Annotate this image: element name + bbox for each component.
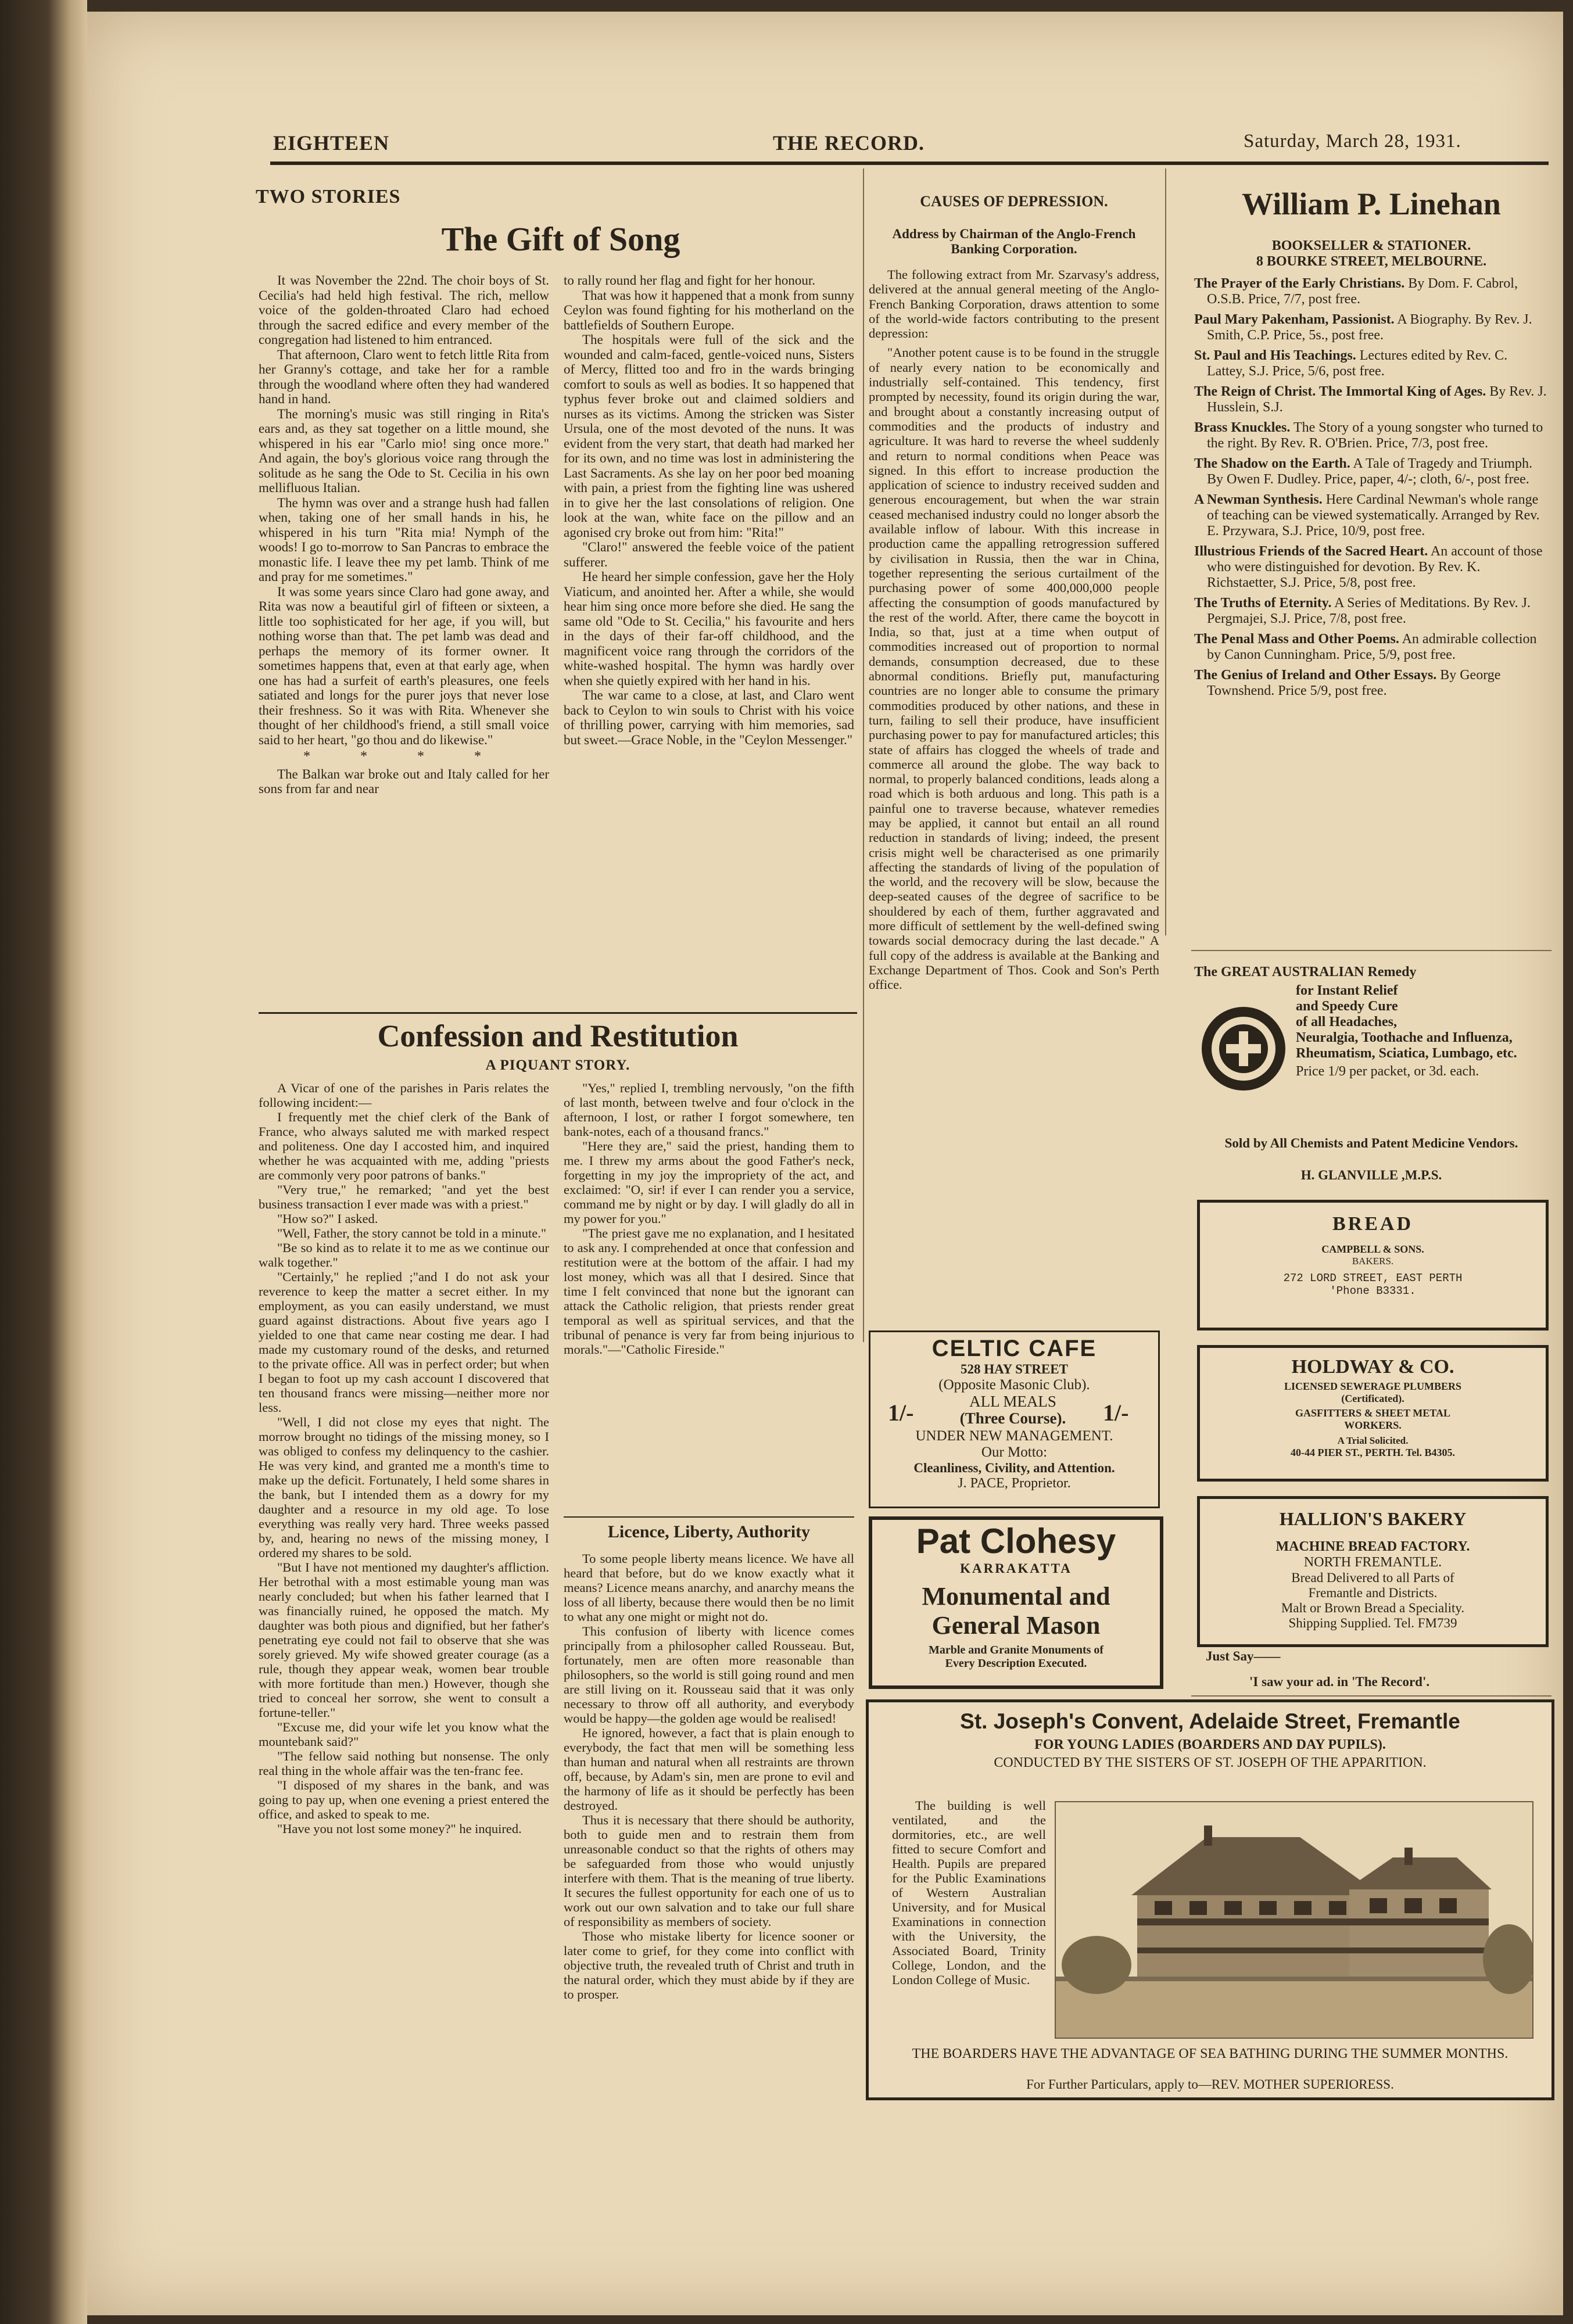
section-rule (1191, 950, 1551, 951)
book-item: St. Paul and His Teachings. Lectures edited by Rev. C. Lattey, S.J. Price, 5/6, post free. (1194, 348, 1508, 379)
remedy-line: for Instant Relief (1296, 983, 1398, 998)
paragraph: "How so?" I asked. (277, 1211, 378, 1226)
hallion-line-6: Shipping Supplied. Tel. FM739 (1288, 1616, 1457, 1630)
remedy-line: Rheumatism, Sciatica, Lumbago, etc. (1296, 1046, 1517, 1061)
convent-sub: FOR YOUNG LADIES (BOARDERS AND DAY PUPILS). (1034, 1737, 1386, 1752)
holdway-line-5: A Trial Solicited. (1337, 1435, 1409, 1446)
book-item: The Reign of Christ. The Immortal King of Ages. By Rev. J. Husslein, S.J. (1194, 384, 1547, 415)
price-right: 1/- (1103, 1400, 1129, 1426)
depression-body (869, 267, 1159, 992)
remedy-head: The GREAT AUSTRALIAN Remedy (1194, 964, 1417, 980)
linehan-trade (1191, 238, 1551, 270)
book-item: The Penal Mass and Other Poems. An admirable collection by Canon Cunningham. Price, 5/9, post free. (1194, 632, 1537, 662)
depression-title: CAUSES OF DEPRESSION. (920, 193, 1108, 210)
paragraph: A Vicar of one of the parishes in Paris relates the following incident:— (259, 1081, 549, 1110)
convent-title: St. Joseph's Convent, Adelaide Street, Fremantle (960, 1709, 1460, 1733)
paragraph: The morning's music was still ringing in Rita's ears and, as they sat together on a little mound, she whispered in his ear "Carlo mio! sing once more." And again, the boy's glorious voice rang through the solitude as he sang the Ode to St. Cecilia in his own mellifluous Italian. (259, 406, 549, 495)
holdway-ad (1197, 1345, 1549, 1482)
convent-body: The building is well ventilated, and the dormitories, etc., are well fitted to secure Comfort and Health. Pupils are prepared for the Public Examinations of Western Australian University, and for Musical Examinations in connection with the University, the Associated Board, Trinity College, London, and the London College of Music. (892, 1798, 1046, 1987)
paragraph: "Yes," replied I, trembling nervously, "on the fifth of last month, between twelve and four o'clock in the afternoon, I lost, or rather I forgot somewhere, ten bank-notes, each of a thousand francs." (564, 1081, 854, 1139)
paragraph: "Well, I did not close my eyes that night. The morrow brought no tidings of the missing money, so I was obliged to confess my delinquency to the cashier. He was very kind, and granted me a month's time to make up the deficit. Fortunately, I held some shares in the bank, but I intended them as a dowry for my daughter and a resource in my old age. To lose everything was really very hard. Three weeks passed by, and, hearing no news of the missing money, I ordered my shares to be sold. (259, 1415, 549, 1560)
confession-subtitle: A PIQUANT STORY. (485, 1057, 630, 1073)
paragraph: This confusion of liberty with licence comes principally from a philosopher called Rousseau. But, fortunately, men are often more reasonable than philosophers, so the world is still going round and men are still living on it. Rousseau said that it was only necessary to throw off all authority, and everybody would be happy—the golden age would be realised! (564, 1624, 854, 1726)
hallion-line-4: Fremantle and Districts. (1308, 1586, 1438, 1600)
paragraph: "Very true," he remarked; "and yet the best business transaction I ever made was with a priest." (259, 1182, 549, 1211)
paragraph: It was November the 22nd. The choir boys of St. Cecilia's had held high festival. The rich, mellow voice of the golden-throated Claro had echoed through the sacred edifice and every member of the congregation had listened to him entranced. (259, 273, 549, 347)
confession-column-2 (564, 1081, 854, 1357)
mason-name: Pat Clohesy (916, 1522, 1116, 1561)
convent-building-photo (1055, 1801, 1533, 2039)
bread-title: BREAD (1332, 1213, 1414, 1235)
book-item: The Shadow on the Earth. A Tale of Tragedy and Triumph. By Owen F. Dudley. Price, paper, 4/-; cloth, 6/-, post free. (1194, 456, 1532, 487)
paper-name: THE RECORD. (773, 131, 925, 155)
linehan-line-1: BOOKSELLER & STATIONER. (1271, 238, 1471, 253)
stories-kicker: TWO STORIES (256, 186, 401, 207)
paragraph: I frequently met the chief clerk of the Bank of France, who always saluted me with marked respect and politeness. One day I accosted him, and inquired whether he was acquainted with me, adding "priests are commonly very poor patrons of banks." (259, 1110, 549, 1182)
page-number: EIGHTEEN (273, 131, 390, 155)
hallion-line-2: NORTH FREMANTLE. (1303, 1555, 1442, 1570)
gift-column-2 (564, 273, 854, 747)
cafe-opposite: (Opposite Masonic Club). (938, 1377, 1090, 1393)
meals-course: (Three Course). (959, 1410, 1066, 1427)
convent-ad (866, 1699, 1554, 2100)
mason-place: KARRAKATTA (960, 1561, 1072, 1576)
mason-line-4: Every Description Executed. (945, 1657, 1087, 1670)
just-say-1: Just Say—— (1206, 1649, 1281, 1663)
book-item: The Prayer of the Early Christians. By Dom. F. Cabrol, O.S.B. Price, 7/7, post free. (1194, 276, 1518, 307)
hallion-line-5: Malt or Brown Bread a Speciality. (1281, 1601, 1465, 1615)
bread-line-1: CAMPBELL & SONS. (1321, 1243, 1424, 1255)
hallion-line-3: Bread Delivered to all Parts of (1291, 1570, 1454, 1585)
paragraph: "I disposed of my shares in the bank, and was going to pay up, when one evening a priest entered the office, and asked to speak to me. (259, 1778, 549, 1821)
remedy-seal-icon (1200, 1005, 1287, 1092)
paragraph: Those who mistake liberty for licence sooner or later come to grief, for they come into conflict with objective truth, the revealed truth of Christ and truth in the natural order, which they must abide by if they are to prosper. (564, 1929, 854, 2002)
convent-contact: For Further Particulars, apply to—REV. MOTHER SUPERIORESS. (1026, 2077, 1394, 2092)
remedy-sold: Sold by All Chemists and Patent Medicine Vendors. (1224, 1136, 1518, 1150)
paragraph: To some people liberty means licence. We have all heard that before, but do we know exactly what it means? Licence means anarchy, and anarchy means the loss of all liberty, because there would then be no limit to what any one might or might not do. (564, 1551, 854, 1624)
holdway-line-3: GASFITTERS & SHEET METAL (1295, 1407, 1450, 1419)
motto-label: Our Motto: (981, 1444, 1048, 1460)
celtic-cafe-ad (869, 1330, 1160, 1508)
column-rule (863, 168, 864, 1342)
paragraph: The hospitals were full of the sick and the wounded and calm-faced, gentle-voiced nuns, Sisters of Mercy, flitted too and fro in the wards bringing comfort to souls as well as bodies. It so happened that typhus fever broke out and claimed soldiers and nurses as its victims. Among the stricken was Sister Ursula, one of the most devoted of the nuns. It was evident from the very start, that death had marked her for its own, and no time was lost in administering the Last Sacraments. As she lay on her poor bed moaning with pain, a priest from the fighting line was ushered in to give her the last consolations of religion. One look at the wan, white face on the pillow and an agonised cry broke out from him: "Rita!" (564, 332, 854, 540)
section-rule (259, 1012, 857, 1014)
paragraph: "Have you not lost some money?" he inquired. (277, 1821, 522, 1836)
paragraph: He ignored, however, a fact that is plain enough to everybody, the fact that men will be something less than human and natural when all restraints are thrown off, because, by Adam's sin, men are prone to evil and the harmony of life as it should be perfectly has been destroyed. (564, 1726, 854, 1813)
licence-body (564, 1551, 854, 2002)
paragraph: Thus it is necessary that there should be authority, both to guide men and to restrain them from unreasonable conduct so that the rights of others may be safeguarded from those who would unjustly interfere with them. That is the meaning of true liberty. It secures the fullest opportunity for each one of us to work out our own salvation and to take our full share of responsibility as members of society. (564, 1813, 854, 1929)
paragraph: The following extract from Mr. Szarvasy's address, delivered at the annual general meeting of the Anglo-French Banking Corporation, draws attention to some of the world-wide factors contributing to the present depression: (869, 267, 1159, 341)
confession-column-1 (259, 1081, 549, 1836)
paragraph: "The fellow said nothing but nonsense. The only real thing in the whole affair was the ten-franc fee. (259, 1749, 549, 1778)
remedy-line: of all Headaches, (1296, 1014, 1397, 1030)
paragraph: He heard her simple confession, gave her the Holy Viaticum, and anointed her. After a while, she would hear him sing once more before she died. He sang the same old "Ode to St. Cecilia," his favourite and hers in the days of their far-off childhood, and the magnificent voice rang through the corridors of the white-washed hospital. The hymn was hardly over when she quietly expired with her hand in his. (564, 569, 854, 688)
remedy-line: Neuralgia, Toothache and Influenza, (1296, 1030, 1513, 1045)
motto: Cleanliness, Civility, and Attention. (913, 1461, 1115, 1475)
paragraph: That afternoon, Claro went to fetch little Rita from her Granny's cottage, and take her for a ramble through the woodland where often they had wandered hand in hand. (259, 347, 549, 406)
confession-title: Confession and Restitution (377, 1018, 739, 1053)
paragraph: "The priest gave me no explanation, and I hesitated to ask any. I comprehended at once that confession and restitution were at the bottom of the affair. I had my lost money, which was all that I desired. Since that time I felt convinced that none but the ignorant can attack the Catholic religion, that priests render great temporal as well as spiritual services, and that the tribunal of penance is very far from being injurious to morals."—"Catholic Fireside." (564, 1226, 854, 1357)
section-rule (1191, 1695, 1551, 1697)
paragraph: "Be so kind as to relate it to me as we continue our walk together." (259, 1240, 549, 1269)
paragraph: "Certainly," he replied ;"and I do not ask your reverence to keep the matter a secret either. In my employment, as you can easily understand, we must guard against distractions. About five years ago I yielded to one that came near costing me dear. I had made my customary round of the desks, and returned to the private office. All was in perfect order; but when I began to foot up my cash account I discovered that ten thousand francs were missing—neither more nor less. (259, 1269, 549, 1415)
book-item: A Newman Synthesis. Here Cardinal Newman's whole range of teaching can be viewed systematically. Arranged by Rev. E. Przywara, S.J. Price, 10/9, post free. (1194, 492, 1540, 539)
holdway-line-6: 40-44 PIER ST., PERTH. Tel. B4305. (1290, 1447, 1456, 1458)
holdway-title: HOLDWAY & CO. (1291, 1356, 1454, 1378)
book-item: The Truths of Eternity. A Series of Meditations. By Rev. J. Pergmajei, S.J. Price, 7/8, post free. (1194, 596, 1531, 626)
issue-date: Saturday, March 28, 1931. (1244, 131, 1461, 152)
cafe-address: 528 HAY STREET (961, 1362, 1068, 1376)
bread-line-3: 272 LORD STREET, EAST PERTH (1283, 1272, 1463, 1285)
paragraph: "But I have not mentioned my daughter's affliction. Her betrothal with a most estimable young man was nearly concluded; but when his father learned that I was financially ruined, he opposed the match. My daughter was both pious and dignified, but her father's penetrating eye could not fail to observe that she was sorely grieved. My wife showed greater courage (as a rule, though they appear weak, women bear trouble with more fortitude than men.) However, though she tried to conceal her sorrow, she went to consult a fortune-teller." (259, 1560, 549, 1720)
hallion-line-1: MACHINE BREAD FACTORY. (1275, 1539, 1470, 1554)
section-stars: * * * * (303, 749, 504, 764)
paragraph: to rally round her flag and fight for her honour. (564, 273, 816, 288)
paragraph: "Another potent cause is to be found in the struggle of nearly every nation to be economically and industrially self-contained. This tendency, first prompted by necessity, found its origin during the war, and brought about a constantly increasing output of commodities and the products of industry and agriculture. It was hard to reverse the wheel suddenly and return to normal conditions when Peace was signed. In this effort to increase production the application of science to industry received sudden and generous encouragement, but when the war strain ceased mechanised industry could no longer absorb the available inflow of labour. With this increase in production came the appalling retrogression suffered by civilisation in Russia, then the war in China, together representing the serious curtailment of the purchasing power of some 400,000,000 people affecting the consumption of goods manufactured by the rest of the world. After, there came the boycott in India, so that, just at a time when output of commodities increased out of proportion to normal demands, consumption decreased, due to these abnormal conditions. Briefly put, manufacturing countries are no longer able to consume the primary commodities produced by other nations, and these in turn, failing to sell their produce, have insufficient purchasing power to pay for manufactured articles; this state of affairs has clogged the wheels of trade and commerce all around the globe. The way back to normal, to properly balanced conditions, leads along a road which is both arduous and long. This path is a painful one to traverse because, whatever remedies may be applied, it cannot but entail an all round reduction in standards of living; indeed, the present crisis might well be characterised as one primarily affecting the standards of living of the population of the world, and the recovery will be slow, because the deep-seated causes of the degree of sacrifice to be shouldered by each of them, further aggravated and more difficult of settlement by the well-defined swing towards social democracy during the last decade." A full copy of the address is available at the Banking and Exchange Department of Thos. Cook and Son's Perth office. (869, 345, 1159, 992)
binding-spine (0, 0, 87, 2324)
gift-title: The Gift of Song (441, 220, 680, 258)
paragraph: The war came to a close, at last, and Claro went back to Ceylon to win souls to Christ with his voice of thrilling power, carrying with him memories, sad but sweet.—Grace Noble, in the "Ceylon Messenger." (564, 688, 854, 747)
masthead-rule (270, 162, 1549, 165)
hallion-ad (1197, 1496, 1549, 1647)
paragraph: "Well, Father, the story cannot be told in a minute." (277, 1226, 547, 1240)
paragraph: It was some years since Claro had gone away, and Rita was now a beautiful girl of fifteen or sixteen, a little too sophisticated for her age, if you will, but nothing worse than that. The pet lamb was dead and perhaps the memory of its former owner. It sometimes happens that, even at that early age, when one has had a surfeit of earth's pleasures, one feels satiated and longs for the purer joys that never lose their freshness. So it was with Rita. Whenever she thought of her childhood's friend, a still small voice said to her heart, "go thou and do likewise." (259, 584, 549, 747)
remedy-price: Price 1/9 per packet, or 3d. each. (1296, 1064, 1479, 1079)
convent-sub2: CONDUCTED BY THE SISTERS OF ST. JOSEPH OF THE APPARITION. (994, 1755, 1427, 1770)
bread-line-2: BAKERS. (1352, 1256, 1394, 1267)
paragraph: The Balkan war broke out and Italy called for her sons from far and near (259, 766, 549, 796)
remedy-maker: H. GLANVILLE ,M.P.S. (1300, 1168, 1442, 1182)
linehan-name: William P. Linehan (1242, 187, 1501, 221)
just-say-2: 'I saw your ad. in 'The Record'. (1249, 1674, 1430, 1689)
paragraph: "Claro!" answered the feeble voice of the patient sufferer. (564, 540, 854, 569)
book-item: The Genius of Ireland and Other Essays. By George Townshend. Price 5/9, post free. (1194, 668, 1501, 698)
remedy-claims (1296, 983, 1546, 1079)
book-item: Brass Knuckles. The Story of a young songster who turned to the right. By Rev. R. O'Brien. Price, 7/3, post free. (1194, 420, 1543, 451)
newspaper-page (87, 12, 1563, 2315)
remedy-line: and Speedy Cure (1296, 999, 1398, 1014)
book-item: Illustrious Friends of the Sacred Heart. An account of those who were distinguished for devotion. By Rev. K. Richstaetter, S.J. Price, 5/8, post free. (1194, 544, 1543, 590)
book-item: Paul Mary Pakenham, Passionist. A Biography. By Rev. J. Smith, C.P. Price, 5s., post free. (1194, 312, 1532, 343)
mason-line-3: Marble and Granite Monuments of (928, 1644, 1104, 1656)
paragraph: "Here they are," said the priest, handing them to me. I threw my arms about the good Father's neck, forgetting in my joy the impropriety of the act, and exclaimed: "O, sir! if ever I can render you a service, command me by night or by day. I will gladly do all in my power for you." (564, 1139, 854, 1226)
cafe-management: UNDER NEW MANAGEMENT. (915, 1428, 1113, 1444)
clohesy-ad (869, 1516, 1163, 1689)
cafe-name: CELTIC CAFE (931, 1336, 1097, 1361)
bread-line-4: 'Phone B3331. (1330, 1285, 1416, 1297)
mason-line-1: Monumental and (922, 1582, 1110, 1611)
column-rule (1165, 168, 1166, 935)
price-left: 1/- (888, 1400, 914, 1426)
depression-subtitle: Address by Chairman of the Anglo-French Banking Corporation. (892, 227, 1136, 256)
meals-line: ALL MEALS (969, 1393, 1056, 1410)
bread-ad (1197, 1200, 1549, 1330)
holdway-line-2: (Certificated). (1341, 1393, 1404, 1404)
mason-line-2: General Mason (931, 1611, 1101, 1640)
section-rule (564, 1516, 854, 1518)
hallion-title: HALLION'S BAKERY (1279, 1508, 1467, 1529)
convent-bathing: THE BOARDERS HAVE THE ADVANTAGE OF SEA BATHING DURING THE SUMMER MONTHS. (912, 2046, 1508, 2061)
holdway-line-4: WORKERS. (1344, 1419, 1402, 1431)
paragraph: That was how it happened that a monk from sunny Ceylon was found fighting for his motherland on the battlefields of Southern Europe. (564, 288, 854, 332)
gift-column-1 (259, 273, 549, 797)
proprietor: J. PACE, Proprietor. (958, 1476, 1071, 1491)
paragraph: The hymn was over and a strange hush had fallen when, taking one of her small hands in his, he whispered in his turn "Rita mia! Nymph of the woods! I go to-morrow to San Pancras to embrace the monastic life. I leave thee my pet lamb. Think of me and pray for me sometimes." (259, 495, 549, 584)
paragraph: "Excuse me, did your wife let you know what the mountebank said?" (259, 1720, 549, 1749)
linehan-line-2: 8 BOURKE STREET, MELBOURNE. (1256, 254, 1487, 269)
licence-title: Licence, Liberty, Authority (607, 1522, 811, 1541)
holdway-line-1: LICENSED SEWERAGE PLUMBERS (1284, 1380, 1462, 1392)
book-list (1194, 276, 1549, 704)
